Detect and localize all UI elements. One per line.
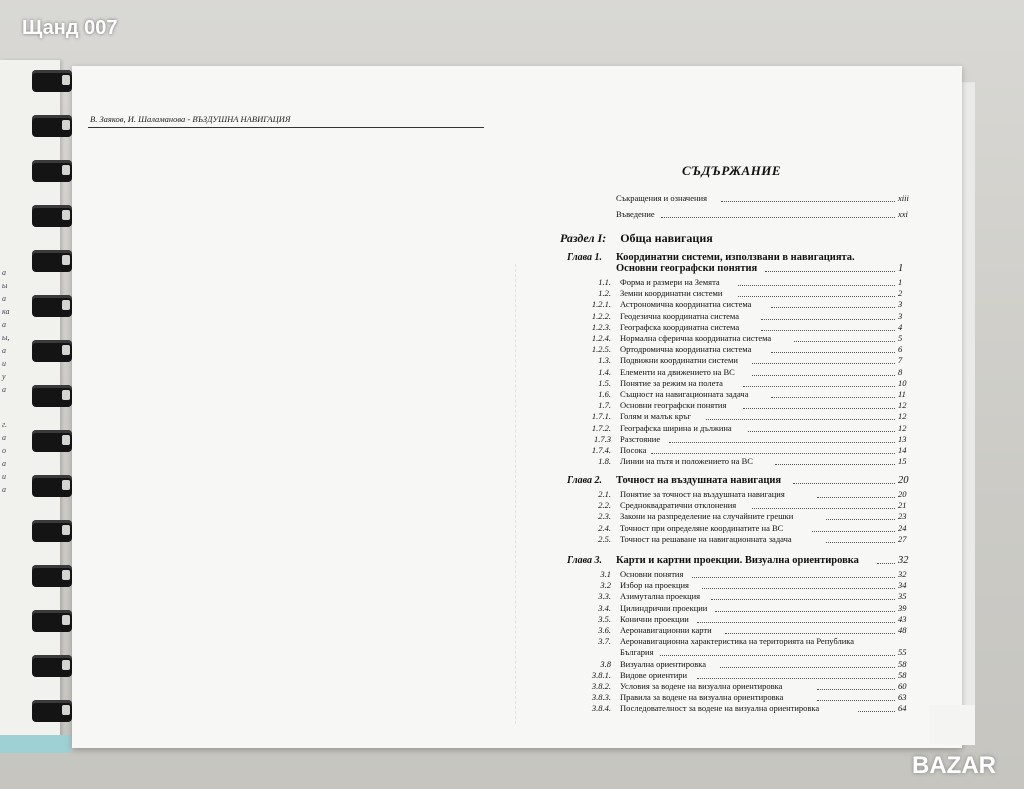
toc-entry-label: Визуална ориентировка bbox=[620, 658, 706, 669]
toc-entry-number: 1.5. bbox=[598, 377, 611, 388]
toc-entry-label: Ортодромична координатна система bbox=[620, 344, 752, 355]
toc-entry-page: 3 bbox=[898, 299, 903, 310]
toc-entry-label: Основни географски понятия bbox=[620, 400, 727, 411]
toc-entry-label: Разстояние bbox=[620, 433, 661, 444]
toc-entry-number: 1.6. bbox=[598, 389, 611, 399]
toc-entry-label: Видове ориентири bbox=[620, 669, 688, 680]
toc-entry-page: 1 bbox=[898, 277, 903, 287]
toc-entry-page: 20 bbox=[898, 489, 907, 499]
edge-letter: ы, bbox=[2, 333, 10, 342]
binding-cover-edge bbox=[0, 735, 70, 753]
toc-entry-number: 2.1. bbox=[598, 489, 611, 499]
toc-entry bbox=[0, 277, 1024, 288]
toc-entry-page: 20 bbox=[898, 475, 909, 486]
toc-leader-dots bbox=[817, 700, 895, 701]
toc-entry-number: 3.8.4. bbox=[591, 703, 611, 714]
toc-entry-label: Правила за водене на визуална ориентировка bbox=[620, 692, 784, 703]
toc-entry-label: Конични проекции bbox=[620, 613, 689, 624]
toc-entry-page: 24 bbox=[898, 522, 907, 533]
toc-entry-page: 11 bbox=[898, 389, 906, 399]
toc-entry-number: 1.4. bbox=[598, 366, 611, 377]
toc-leader-dots bbox=[817, 497, 895, 498]
toc-leader-dots bbox=[660, 655, 895, 656]
edge-letter: о bbox=[2, 446, 6, 455]
toc-leader-dots bbox=[743, 408, 895, 409]
toc-entry bbox=[0, 355, 1024, 366]
toc-leader-dots bbox=[793, 483, 895, 484]
toc-leader-dots bbox=[715, 611, 895, 612]
toc-entry-page: 1 bbox=[898, 263, 904, 274]
toc-entry-number: 1.7.2. bbox=[591, 422, 611, 433]
toc-entry-page: 32 bbox=[898, 569, 907, 579]
edge-letter: и bbox=[2, 359, 6, 368]
toc-entry-number: 1.2.5. bbox=[591, 344, 611, 355]
toc-entry-page: 14 bbox=[898, 445, 907, 455]
toc-leader-dots bbox=[794, 341, 895, 342]
toc-entry bbox=[0, 591, 1024, 602]
toc-entry-label: Последователност за водене на визуална ориентировка bbox=[620, 703, 820, 714]
toc-entry-page: 12 bbox=[898, 422, 907, 433]
toc-entry-page: 2 bbox=[898, 288, 903, 299]
toc-entry-page: 5 bbox=[898, 333, 903, 343]
toc-entry bbox=[0, 625, 1024, 636]
edge-letter: а bbox=[2, 385, 6, 394]
toc-entry bbox=[0, 434, 1024, 445]
toc-entry-label: Точност на въздушната навигация bbox=[616, 475, 782, 486]
toc-entry-label: Земни координатни системи bbox=[620, 288, 723, 299]
chapter-title: Координатни системи, използвани в навигацията. bbox=[616, 252, 855, 263]
toc-entry bbox=[0, 636, 1024, 647]
toc-entry-number: 1.1. bbox=[598, 277, 611, 287]
toc-leader-dots bbox=[761, 330, 895, 331]
toc-entry-page: 55 bbox=[898, 647, 907, 658]
toc-entry-label: Закони на разпределение на случайните грешки bbox=[620, 511, 794, 522]
chapter-label: Глава 2. bbox=[567, 475, 603, 486]
toc-entry-page: 63 bbox=[898, 692, 907, 703]
toc-entry bbox=[0, 367, 1024, 378]
toc-entry bbox=[0, 344, 1024, 355]
toc-entry-number: 3.6. bbox=[598, 625, 611, 635]
toc-entry-label: България bbox=[620, 647, 654, 658]
toc-entry-number: 1.3. bbox=[598, 355, 611, 366]
toc-entry bbox=[0, 681, 1024, 692]
toc-entry-number: 3.8.3. bbox=[591, 692, 611, 703]
toc-entry-page: 48 bbox=[898, 625, 907, 635]
toc-entry-page: 27 bbox=[898, 533, 907, 544]
toc-leader-dots bbox=[817, 689, 895, 690]
toc-entry bbox=[0, 445, 1024, 456]
toc-entry bbox=[0, 456, 1024, 467]
toc-entry-number: 3.5. bbox=[598, 613, 611, 624]
toc-entry bbox=[0, 603, 1024, 614]
toc-leader-dots bbox=[669, 442, 895, 443]
toc-entry bbox=[0, 193, 1024, 204]
toc-entry-label: Аеронавигационни карти bbox=[620, 625, 712, 635]
toc-entry-page: 58 bbox=[898, 658, 907, 669]
toc-leader-dots bbox=[761, 319, 895, 320]
toc-entry bbox=[0, 523, 1024, 534]
toc-entry-page: 35 bbox=[898, 591, 907, 602]
toc-entry-label: Аеронавигационна характеристика на територията на Република bbox=[620, 636, 855, 647]
toc-entry-label: Голям и малък кръг bbox=[620, 411, 691, 422]
toc-entry-page: 58 bbox=[898, 669, 907, 680]
toc-entry-label: Избор на проекция bbox=[620, 580, 689, 591]
toc-leader-dots bbox=[720, 667, 895, 668]
edge-letter: а bbox=[2, 433, 6, 442]
running-head: В. Заяков, И. Шаламанова - ВЪЗДУШНА НАВИГАЦИЯ bbox=[90, 114, 291, 124]
toc-entry-page: 3 bbox=[898, 310, 903, 321]
toc-entry-label: Въведение bbox=[616, 209, 655, 219]
toc-leader-dots bbox=[775, 464, 895, 465]
toc-leader-dots bbox=[771, 397, 895, 398]
toc-entry-page: 21 bbox=[898, 500, 907, 511]
toc-entry-page: 12 bbox=[898, 411, 907, 422]
toc-entry-number: 1.2.2. bbox=[591, 310, 611, 321]
toc-entry-number: 1.7.1. bbox=[591, 411, 611, 422]
toc-entry bbox=[0, 670, 1024, 681]
toc-entry bbox=[0, 703, 1024, 714]
toc-entry bbox=[0, 333, 1024, 344]
toc-entry-number: 3.3. bbox=[598, 591, 611, 602]
toc-entry-number: 3.8 bbox=[600, 658, 611, 669]
toc-entry-number: 1.2. bbox=[598, 288, 611, 299]
toc-entry-number: 1.7. bbox=[598, 400, 611, 411]
edge-letter: у bbox=[2, 372, 6, 381]
part-heading bbox=[560, 231, 713, 246]
toc-entry-number: 3.1 bbox=[600, 569, 611, 579]
toc-entry-label: Подвижни координатни системи bbox=[620, 355, 738, 366]
toc-leader-dots bbox=[752, 508, 895, 509]
toc-entry-number: 2.2. bbox=[598, 500, 611, 511]
toc-entry-label: Елементи на движението на ВС bbox=[620, 366, 735, 377]
toc-entry-label: Понятие за режим на полета bbox=[620, 377, 723, 388]
toc-entry bbox=[0, 263, 1024, 274]
toc-entry bbox=[0, 299, 1024, 310]
toc-leader-dots bbox=[692, 577, 895, 578]
toc-entry-page: 39 bbox=[898, 602, 907, 613]
edge-letter: а bbox=[2, 268, 6, 277]
toc-entry-label: Условия за водене на визуална ориентировка bbox=[620, 681, 783, 691]
toc-entry-page: 43 bbox=[898, 613, 907, 624]
toc-leader-dots bbox=[738, 296, 895, 297]
toc-entry bbox=[0, 614, 1024, 625]
toc-leader-dots bbox=[812, 531, 895, 532]
toc-entry-number: 1.2.3. bbox=[591, 321, 611, 332]
toc-entry-number: 1.7.3 bbox=[594, 433, 611, 444]
toc-entry-page: 60 bbox=[898, 681, 907, 691]
toc-leader-dots bbox=[721, 201, 895, 202]
edge-letter: ы bbox=[2, 281, 8, 290]
toc-entry bbox=[0, 580, 1024, 591]
edge-letter: а bbox=[2, 485, 6, 494]
toc-entry-number: 1.8. bbox=[598, 456, 611, 467]
toc-entry-number: 3.4. bbox=[598, 602, 611, 613]
toc-entry-label: Географска координатна система bbox=[620, 321, 740, 332]
toc-leader-dots bbox=[702, 588, 895, 589]
toc-entry bbox=[0, 411, 1024, 422]
toc-leader-dots bbox=[706, 419, 895, 420]
toc-entry-page: 15 bbox=[898, 456, 907, 467]
brand-logo: BAZAR bbox=[912, 752, 996, 779]
toc-entry bbox=[0, 378, 1024, 389]
toc-entry-number: 3.2 bbox=[600, 580, 611, 591]
toc-entry-number: 2.3. bbox=[598, 511, 611, 522]
toc-leader-dots bbox=[826, 542, 895, 543]
toc-entry-label: Азимутална проекция bbox=[620, 591, 701, 602]
toc-entry-label: Линии на пътя и положението на ВС bbox=[620, 456, 753, 467]
toc-entry bbox=[0, 475, 1024, 486]
toc-entry-label: Точност на решаване на навигационната задача bbox=[620, 533, 792, 544]
toc-leader-dots bbox=[765, 271, 895, 272]
toc-entry bbox=[0, 489, 1024, 500]
header-rule bbox=[88, 127, 484, 128]
toc-entry-label: Нормална сферична координатна система bbox=[620, 333, 772, 343]
toc-entry bbox=[0, 209, 1024, 220]
toc-entry-number: 3.7. bbox=[598, 636, 611, 647]
toc-entry-number: 1.7.4. bbox=[591, 445, 611, 455]
binding-ring bbox=[32, 160, 72, 182]
part-label: Раздел I: bbox=[560, 231, 607, 245]
toc-leader-dots bbox=[771, 307, 895, 308]
toc-entry-page: 12 bbox=[898, 400, 907, 411]
toc-entry-label: Посока bbox=[620, 445, 647, 455]
toc-leader-dots bbox=[711, 599, 895, 600]
edge-letter: ка bbox=[2, 307, 10, 316]
binding-ring bbox=[32, 70, 72, 92]
edge-letter: а bbox=[2, 459, 6, 468]
toc-entry-label: Съкращения и означения bbox=[616, 193, 707, 203]
chapter-label: Глава 1. bbox=[567, 252, 603, 263]
toc-entry-number: 3.8.2. bbox=[591, 681, 611, 691]
toc-entry-label: Понятие за точност на въздушната навигация bbox=[620, 489, 785, 499]
toc-leader-dots bbox=[738, 285, 895, 286]
toc-entry bbox=[0, 692, 1024, 703]
toc-entry-page: 10 bbox=[898, 377, 907, 388]
toc-entry bbox=[0, 389, 1024, 400]
toc-entry-page: 64 bbox=[898, 703, 907, 714]
toc-entry-label: Географска ширина и дължина bbox=[620, 422, 732, 433]
toc-entry-label: Основни понятия bbox=[620, 569, 684, 579]
toc-leader-dots bbox=[771, 352, 895, 353]
toc-leader-dots bbox=[826, 519, 895, 520]
toc-leader-dots bbox=[752, 375, 895, 376]
edge-letter: и bbox=[2, 472, 6, 481]
toc-leader-dots bbox=[877, 563, 895, 564]
toc-entry bbox=[0, 400, 1024, 411]
toc-leader-dots bbox=[661, 217, 895, 218]
toc-leader-dots bbox=[697, 622, 895, 623]
toc-leader-dots bbox=[743, 386, 895, 387]
toc-entry-page: xiii bbox=[898, 193, 909, 203]
toc-entry-number: 2.4. bbox=[598, 522, 611, 533]
seller-watermark: Щанд 007 bbox=[22, 17, 118, 39]
toc-entry-label: Основни географски понятия bbox=[616, 263, 758, 274]
toc-entry bbox=[0, 555, 1024, 566]
toc-entry-page: 23 bbox=[898, 511, 907, 522]
toc-leader-dots bbox=[697, 678, 895, 679]
toc-entry-label: Геодезична координатна система bbox=[620, 310, 740, 321]
toc-entry-page: 8 bbox=[898, 366, 903, 377]
toc-entry bbox=[0, 569, 1024, 580]
toc-entry-number: 1.2.4. bbox=[591, 333, 611, 343]
toc-entry bbox=[0, 288, 1024, 299]
toc-entry bbox=[0, 311, 1024, 322]
toc-entry-label: Форма и размери на Земята bbox=[620, 277, 720, 287]
toc-entry-label: Карти и картни проекции. Визуална ориентировка bbox=[616, 555, 859, 566]
toc-entry-label: Същност на навигационната задача bbox=[620, 389, 749, 399]
toc-leader-dots bbox=[858, 711, 895, 712]
edge-letter: а bbox=[2, 294, 6, 303]
toc-leader-dots bbox=[748, 431, 895, 432]
edge-letter: а bbox=[2, 320, 6, 329]
toc-entry-page: 6 bbox=[898, 344, 903, 355]
toc-entry bbox=[0, 511, 1024, 522]
toc-entry-page: 4 bbox=[898, 321, 903, 332]
toc-leader-dots bbox=[725, 633, 895, 634]
chapter-label: Глава 3. bbox=[567, 555, 603, 566]
toc-entry-label: Астрономична координатна система bbox=[620, 299, 752, 310]
toc-entry-page: xxi bbox=[898, 209, 908, 219]
toc-leader-dots bbox=[752, 363, 895, 364]
edge-letter: а bbox=[2, 346, 6, 355]
toc-title: СЪДЪРЖАНИЕ bbox=[682, 163, 782, 178]
toc-entry-number: 1.2.1. bbox=[591, 299, 611, 310]
toc-entry-number: 3.8.1. bbox=[591, 669, 611, 680]
toc-entry-page: 34 bbox=[898, 580, 907, 591]
toc-leader-dots bbox=[651, 453, 895, 454]
edge-letter: г. bbox=[2, 420, 8, 429]
toc-entry-label: Цилиндрични проекции bbox=[620, 602, 708, 613]
toc-entry-label: Точност при определяне координатите на ВС bbox=[620, 522, 784, 533]
toc-entry-page: 32 bbox=[898, 555, 909, 566]
toc-entry bbox=[0, 322, 1024, 333]
toc-entry bbox=[0, 500, 1024, 511]
toc-entry bbox=[0, 534, 1024, 545]
part-title: Обща навигация bbox=[620, 231, 713, 245]
toc-entry-number: 2.5. bbox=[598, 533, 611, 544]
toc-entry bbox=[0, 423, 1024, 434]
toc-entry-page: 13 bbox=[898, 433, 907, 444]
toc-entry-page: 7 bbox=[898, 355, 903, 366]
toc-entry bbox=[0, 647, 1024, 658]
toc-entry bbox=[0, 659, 1024, 670]
toc-entry-label: Средноквадратични отклонения bbox=[620, 500, 737, 511]
binding-ring bbox=[32, 115, 72, 137]
